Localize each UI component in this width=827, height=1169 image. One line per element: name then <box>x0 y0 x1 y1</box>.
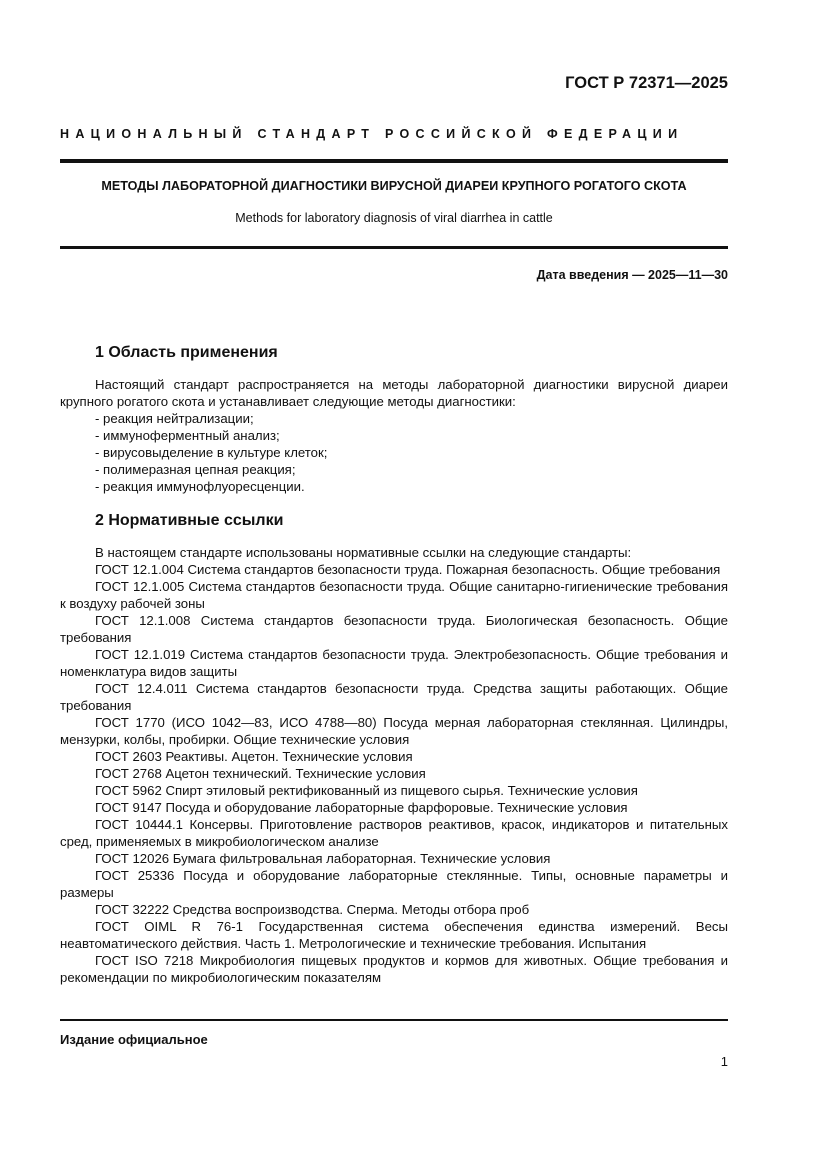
reference-item: ГОСТ 25336 Посуда и оборудование лабораторные стеклянные. Типы, основные параметры и размеры <box>60 868 728 900</box>
document-title-en: Methods for laboratory diagnosis of viral diarrhea in cattle <box>235 211 553 225</box>
reference-item: ГОСТ ISO 7218 Микробиология пищевых продуктов и кормов для животных. Общие требования и рекомендации по микробиологическим показателям <box>60 953 728 985</box>
header-rule-bottom <box>60 246 728 249</box>
section-2-heading: 2 Нормативные ссылки <box>95 512 284 529</box>
reference-item: ГОСТ 2603 Реактивы. Ацетон. Технические условия <box>95 749 413 764</box>
section-1-heading: 1 Область применения <box>95 344 278 361</box>
reference-item: ГОСТ 12.1.019 Система стандартов безопасности труда. Электробезопасность. Общие требования и номенклатура видов защиты <box>60 647 728 679</box>
reference-item: ГОСТ 1770 (ИСО 1042—83, ИСО 4788—80) Посуда мерная лабораторная стеклянная. Цилиндры, мензурки, колбы, пробирки. Общие технические условия <box>60 715 728 747</box>
list-item: - полимеразная цепная реакция; <box>95 462 296 477</box>
section-2-intro: В настоящем стандарте использованы нормативные ссылки на следующие стандарты: <box>95 545 632 560</box>
national-standard-label: НАЦИОНАЛЬНЫЙ СТАНДАРТ РОССИЙСКОЙ ФЕДЕРАЦИИ <box>60 127 684 141</box>
reference-item: ГОСТ 12.1.008 Система стандартов безопасности труда. Биологическая безопасность. Общие требования <box>60 613 728 645</box>
reference-item: ГОСТ 2768 Ацетон технический. Технические условия <box>95 766 426 781</box>
reference-item: ГОСТ 32222 Средства воспроизводства. Сперма. Методы отбора проб <box>95 902 530 917</box>
reference-item: ГОСТ OIML R 76-1 Государственная система обеспечения единства измерений. Весы неавтоматического действия. Часть 1. Метрологические и технические требования. Испытания <box>60 919 728 951</box>
section-1-body <box>60 376 728 495</box>
list-item: - реакция нейтрализации; <box>95 411 254 426</box>
list-item: - вирусовыделение в культуре клеток; <box>95 445 328 460</box>
document-code: ГОСТ Р 72371—2025 <box>565 74 728 92</box>
reference-item: ГОСТ 10444.1 Консервы. Приготовление растворов реактивов, красок, индикаторов и питательных сред, применяемых в микробиологическом анализе <box>60 817 728 849</box>
reference-item: ГОСТ 12.4.011 Система стандартов безопасности труда. Средства защиты работающих. Общие требования <box>60 681 728 713</box>
section-1-intro: Настоящий стандарт распространяется на методы лабораторной диагностики вирусной диареи крупного рогатого скота и устанавливает следующие методы диагностики: <box>60 377 728 409</box>
section-2-body <box>60 544 728 986</box>
page-number: 1 <box>720 1054 728 1069</box>
reference-item: ГОСТ 5962 Спирт этиловый ректификованный из пищевого сырья. Технические условия <box>95 783 638 798</box>
official-edition-label: Издание официальное <box>60 1032 208 1047</box>
reference-item: ГОСТ 12.1.005 Система стандартов безопасности труда. Общие санитарно-гигиенические требования к воздуху рабочей зоны <box>60 579 728 611</box>
reference-item: ГОСТ 9147 Посуда и оборудование лабораторные фарфоровые. Технические условия <box>95 800 628 815</box>
document-title-ru: МЕТОДЫ ЛАБОРАТОРНОЙ ДИАГНОСТИКИ ВИРУСНОЙ ДИАРЕИ КРУПНОГО РОГАТОГО СКОТА <box>101 179 687 193</box>
introduction-date: Дата введения — 2025—11—30 <box>536 268 728 282</box>
reference-item: ГОСТ 12.1.004 Система стандартов безопасности труда. Пожарная безопасность. Общие требования <box>95 562 721 577</box>
header-rule-thick <box>60 159 728 163</box>
list-item: - иммуноферментный анализ; <box>95 428 280 443</box>
footer-rule <box>60 1019 728 1021</box>
list-item: - реакция иммунофлуоресценции. <box>95 479 305 494</box>
reference-item: ГОСТ 12026 Бумага фильтровальная лабораторная. Технические условия <box>95 851 551 866</box>
